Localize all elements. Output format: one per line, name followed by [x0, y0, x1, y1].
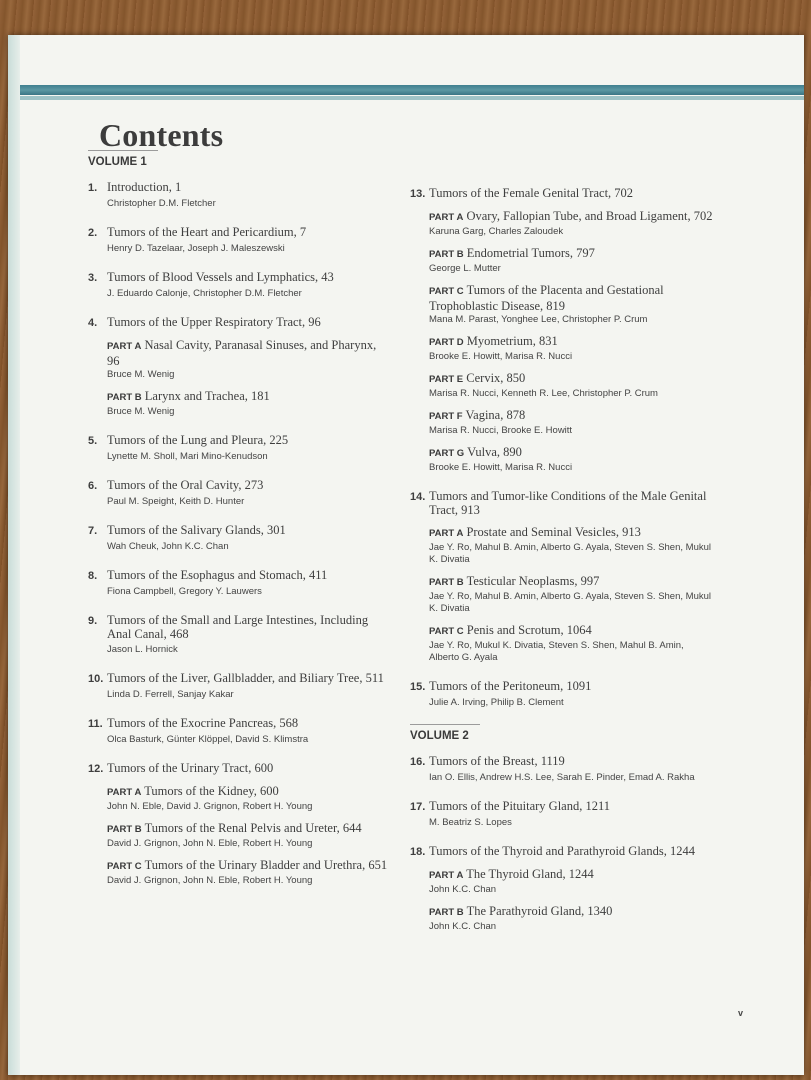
chapter-authors: Julie A. Irving, Philip B. Clement: [429, 697, 564, 708]
part-label: PART C: [107, 861, 142, 872]
chapter-title: Tumors of the Small and Large Intestines, Including Anal Canal, 468: [107, 613, 369, 641]
part-title-line: [107, 858, 388, 874]
part-title: Penis and Scrotum, 1064: [466, 623, 592, 637]
volume-2-heading: VOLUME 2: [410, 724, 480, 742]
part-title: Larynx and Trachea, 181: [144, 389, 270, 403]
chapter-authors: Jason L. Hornick: [107, 644, 178, 655]
toc-entry: [88, 523, 388, 553]
chapter-title: Tumors of the Pituitary Gland, 1211: [429, 799, 611, 813]
chapter-authors: Christopher D.M. Fletcher: [107, 198, 216, 209]
header-light-band: [20, 96, 804, 100]
chapter-title: Tumors of the Liver, Gallbladder, and Biliary Tree, 511: [107, 671, 384, 685]
chapter-number: 10.: [88, 673, 104, 685]
chapter-authors: Wah Cheuk, John K.C. Chan: [107, 541, 229, 552]
chapter-title: Tumors of the Female Genital Tract, 702: [429, 186, 634, 200]
part-title-line: [107, 784, 388, 800]
part-authors: Brooke E. Howitt, Marisa R. Nucci: [429, 351, 573, 362]
part-title-line: [429, 904, 715, 920]
part-label: PART B: [429, 577, 464, 588]
part-entry: [429, 445, 715, 474]
chapter-number: 1.: [88, 182, 98, 194]
page-folio: v: [738, 1008, 744, 1018]
chapter-title: Tumors of the Lung and Pleura, 225: [107, 433, 289, 447]
chapter-number: 18.: [410, 846, 426, 858]
part-title: Tumors of the Urinary Bladder and Urethra, 651: [144, 858, 388, 872]
chapter-authors: Lynette M. Sholl, Mari Mino-Kenudson: [107, 451, 268, 462]
right-column: [410, 186, 715, 948]
part-title-line: [429, 283, 715, 313]
part-entry: [107, 338, 388, 381]
chapter-number: 7.: [88, 525, 98, 537]
part-title: Myometrium, 831: [466, 334, 558, 348]
part-title-line: [429, 445, 715, 461]
chapter-title-line: [88, 315, 388, 330]
right-entry-list-top: [410, 186, 715, 709]
chapter-number: 6.: [88, 480, 98, 492]
part-label: PART B: [429, 907, 464, 918]
chapter-number: 9.: [88, 615, 98, 627]
toc-entry: [88, 716, 388, 746]
chapter-title-line: [410, 679, 715, 694]
chapter-number: 17.: [410, 801, 426, 813]
toc-entry: [88, 270, 388, 300]
part-title-line: [429, 371, 715, 387]
part-title: Tumors of the Kidney, 600: [144, 784, 279, 798]
part-title: Testicular Neoplasms, 997: [466, 574, 600, 588]
page-edge: [8, 35, 20, 1075]
chapter-title-line: [410, 799, 715, 814]
part-authors: John N. Eble, David J. Grignon, Robert H. Young: [107, 801, 313, 812]
part-title: Nasal Cavity, Paranasal Sinuses, and Pharynx, 96: [107, 338, 377, 368]
part-title-line: [429, 525, 715, 541]
part-entry: [429, 623, 715, 664]
chapter-number: 5.: [88, 435, 98, 447]
toc-entry: [410, 799, 715, 829]
chapter-authors: Ian O. Ellis, Andrew H.S. Lee, Sarah E. Pinder, Emad A. Rakha: [429, 772, 695, 783]
chapter-title: Tumors of the Esophagus and Stomach, 411: [107, 568, 328, 582]
toc-entry: [88, 613, 388, 656]
part-label: PART B: [107, 824, 142, 835]
part-authors: Jae Y. Ro, Mahul B. Amin, Alberto G. Ayala, Steven S. Shen, Mukul K. Divatia: [429, 591, 711, 614]
part-title: Ovary, Fallopian Tube, and Broad Ligament, 702: [466, 209, 713, 223]
part-label: PART G: [429, 448, 465, 459]
part-authors: George L. Mutter: [429, 263, 501, 274]
part-label: PART B: [107, 392, 142, 403]
chapter-number: 12.: [88, 763, 104, 775]
page-title: Contents: [99, 117, 224, 153]
chapter-title: Tumors of the Salivary Glands, 301: [107, 523, 286, 537]
part-authors: Bruce M. Wenig: [107, 406, 175, 417]
part-title-line: [429, 574, 715, 590]
chapter-title: Tumors of the Thyroid and Parathyroid Glands, 1244: [429, 844, 695, 858]
chapter-authors: Linda D. Ferrell, Sanjay Kakar: [107, 689, 234, 700]
chapter-number: 2.: [88, 227, 98, 239]
toc-entry: [88, 315, 388, 418]
part-title-line: [107, 389, 388, 405]
chapter-title-line: [88, 433, 388, 448]
part-label: PART C: [429, 626, 464, 637]
part-label: PART A: [429, 528, 464, 539]
toc-entry: [88, 180, 388, 210]
part-title: Cervix, 850: [466, 371, 526, 385]
left-entry-list: [88, 180, 388, 887]
chapter-title-line: [88, 613, 388, 641]
part-entry: [107, 858, 388, 887]
chapter-number: 4.: [88, 317, 98, 329]
part-label: PART B: [429, 249, 464, 260]
part-title-line: [429, 334, 715, 350]
chapter-title: Tumors of the Exocrine Pancreas, 568: [107, 716, 299, 730]
part-entry: [107, 821, 388, 850]
part-entry: [429, 246, 715, 275]
chapter-title-line: [410, 754, 715, 769]
part-entry: [429, 209, 715, 238]
chapter-authors: Paul M. Speight, Keith D. Hunter: [107, 496, 245, 507]
header-color-band: [20, 85, 804, 95]
part-title: Vagina, 878: [465, 408, 526, 422]
chapter-authors: M. Beatriz S. Lopes: [429, 817, 512, 828]
chapter-title-line: [410, 844, 715, 859]
toc-entry: [88, 671, 388, 701]
toc-entry: [410, 489, 715, 664]
part-authors: Jae Y. Ro, Mahul B. Amin, Alberto G. Ayala, Steven S. Shen, Mukul K. Divatia: [429, 542, 711, 565]
chapter-title-line: [88, 270, 388, 285]
chapter-title-line: [410, 489, 715, 517]
chapter-number: 16.: [410, 756, 426, 768]
chapter-title-line: [88, 761, 388, 776]
part-label: PART A: [107, 341, 142, 352]
part-title-line: [429, 867, 715, 883]
toc-entry: [88, 225, 388, 255]
chapter-number: 14.: [410, 491, 426, 503]
part-title-line: [429, 209, 715, 225]
part-entry: [429, 283, 715, 326]
part-authors: Marisa R. Nucci, Kenneth R. Lee, Christopher P. Crum: [429, 388, 658, 399]
part-authors: Karuna Garg, Charles Zaloudek: [429, 226, 564, 237]
chapter-number: 11.: [88, 718, 103, 730]
part-entry: [429, 525, 715, 566]
part-title: The Thyroid Gland, 1244: [466, 867, 594, 881]
part-entry: [429, 334, 715, 363]
left-column: [88, 150, 388, 902]
chapter-title: Introduction, 1: [107, 180, 182, 194]
part-entry: [429, 867, 715, 896]
part-title: Endometrial Tumors, 797: [466, 246, 595, 260]
part-title-line: [429, 246, 715, 262]
part-authors: Brooke E. Howitt, Marisa R. Nucci: [429, 462, 573, 473]
toc-entry: [88, 478, 388, 508]
chapter-authors: Henry D. Tazelaar, Joseph J. Maleszewski: [107, 243, 285, 254]
chapter-number: 15.: [410, 681, 426, 693]
chapter-title: Tumors of the Peritoneum, 1091: [429, 679, 592, 693]
toc-entry: [410, 844, 715, 933]
chapter-title: Tumors of the Breast, 1119: [429, 754, 565, 768]
part-title: The Parathyroid Gland, 1340: [466, 904, 613, 918]
right-entry-list-bottom: [410, 754, 715, 933]
part-title-line: [429, 623, 715, 639]
chapter-number: 8.: [88, 570, 98, 582]
chapter-title-line: [88, 716, 388, 731]
chapter-title: Tumors of the Urinary Tract, 600: [107, 761, 274, 775]
part-entry: [429, 408, 715, 437]
part-authors: Jae Y. Ro, Mukul K. Divatia, Steven S. Shen, Mahul B. Amin, Alberto G. Ayala: [429, 640, 684, 663]
part-entry: [429, 904, 715, 933]
chapter-authors: J. Eduardo Calonje, Christopher D.M. Fletcher: [107, 288, 302, 299]
part-authors: Bruce M. Wenig: [107, 369, 175, 380]
part-entry: [429, 574, 715, 615]
part-label: PART D: [429, 337, 464, 348]
chapter-authors: Fiona Campbell, Gregory Y. Lauwers: [107, 586, 262, 597]
toc-entry: [88, 568, 388, 598]
chapter-title-line: [88, 568, 388, 583]
part-authors: Marisa R. Nucci, Brooke E. Howitt: [429, 425, 573, 436]
part-authors: John K.C. Chan: [429, 921, 497, 932]
chapter-title: Tumors of Blood Vessels and Lymphatics, 43: [107, 270, 334, 284]
part-authors: David J. Grignon, John N. Eble, Robert H. Young: [107, 875, 313, 886]
part-label: PART A: [107, 787, 142, 798]
part-entry: [107, 389, 388, 418]
chapter-title-line: [88, 523, 388, 538]
chapter-title-line: [88, 478, 388, 493]
chapter-title: Tumors of the Oral Cavity, 273: [107, 478, 264, 492]
part-title-line: [107, 338, 388, 368]
part-authors: John K.C. Chan: [429, 884, 497, 895]
chapter-title-line: [88, 671, 388, 686]
volume-1-heading: VOLUME 1: [88, 150, 158, 168]
toc-entry: [88, 761, 388, 887]
part-entry: [107, 784, 388, 813]
part-label: PART F: [429, 411, 463, 422]
part-title: Vulva, 890: [467, 445, 522, 459]
part-authors: Mana M. Parast, Yonghee Lee, Christopher P. Crum: [429, 314, 648, 325]
chapter-title-line: [88, 225, 388, 240]
toc-entry: [88, 433, 388, 463]
chapter-number: 13.: [410, 188, 426, 200]
part-title-line: [107, 821, 388, 837]
chapter-title: Tumors of the Upper Respiratory Tract, 96: [107, 315, 321, 329]
chapter-title: Tumors of the Heart and Pericardium, 7: [107, 225, 307, 239]
part-title: Prostate and Seminal Vesicles, 913: [466, 525, 641, 539]
part-label: PART A: [429, 870, 464, 881]
part-label: PART A: [429, 212, 464, 223]
part-authors: David J. Grignon, John N. Eble, Robert H. Young: [107, 838, 313, 849]
part-title: Tumors of the Placenta and Gestational Trophoblastic Disease, 819: [429, 283, 664, 313]
chapter-authors: Olca Basturk, Günter Klöppel, David S. Klimstra: [107, 734, 309, 745]
chapter-title-line: [410, 186, 715, 201]
part-title: Tumors of the Renal Pelvis and Ureter, 644: [144, 821, 362, 835]
part-entry: [429, 371, 715, 400]
toc-entry: [410, 679, 715, 709]
part-title-line: [429, 408, 715, 424]
part-label: PART C: [429, 286, 464, 297]
toc-entry: [410, 754, 715, 784]
part-label: PART E: [429, 374, 464, 385]
chapter-title-line: [88, 180, 388, 195]
toc-entry: [410, 186, 715, 474]
chapter-title: Tumors and Tumor-like Conditions of the Male Genital Tract, 913: [429, 489, 707, 517]
chapter-number: 3.: [88, 272, 98, 284]
